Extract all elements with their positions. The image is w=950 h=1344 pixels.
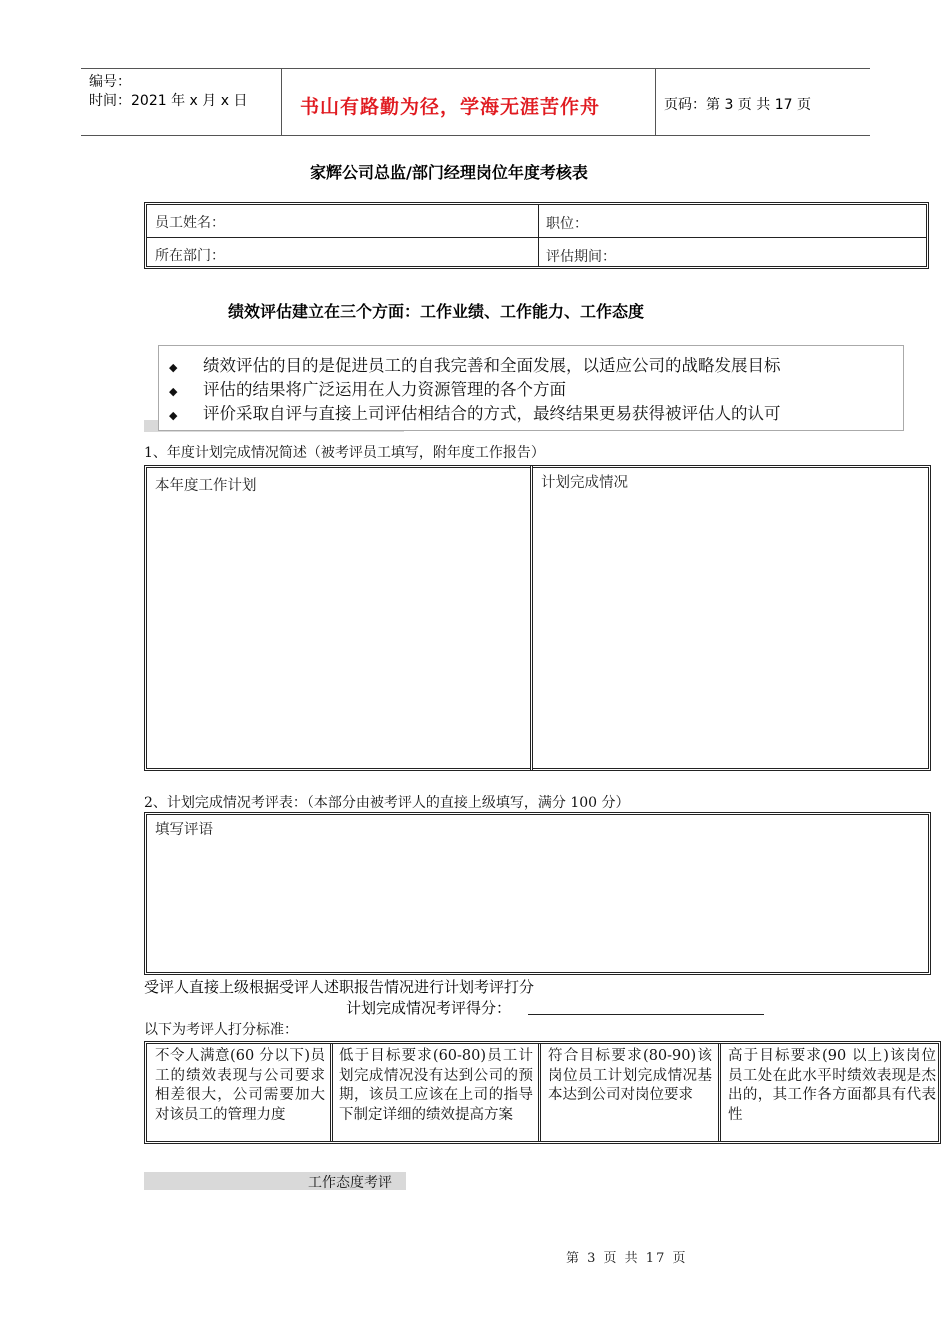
bullet-item: ◆ 评价采取自评与直接上司评估相结合的方式，最终结果更易获得被评估人的认可 <box>169 404 781 423</box>
annual-plan-box[interactable] <box>144 465 533 771</box>
department-field[interactable]: 所在部门： <box>155 248 225 264</box>
bullet-item: ◆ 评估的结果将广泛运用在人力资源管理的各个方面 <box>169 380 566 399</box>
plan-completion-box[interactable] <box>530 465 931 771</box>
header-bottom-rule <box>81 135 870 136</box>
section2-heading: 2、计划完成情况考评表：（本部分由被考评人的直接上级填写，满分 100 分） <box>144 795 630 811</box>
header-number-label: 编号： <box>89 74 131 90</box>
section1-heading: 1、年度计划完成情况简述（被考评员工填写，附年度工作报告） <box>144 445 545 461</box>
info-row-divider <box>147 237 926 238</box>
header-time-label: 时间：2021 年 x 月 x 日 <box>89 93 248 109</box>
criteria-col-divider <box>330 1044 333 1141</box>
criteria-col-divider <box>538 1044 541 1141</box>
section2-note: 受评人直接上级根据受评人述职报告情况进行计划考评打分 <box>144 978 535 996</box>
header-divider-right <box>655 68 656 136</box>
employee-name-field[interactable]: 员工姓名： <box>155 215 225 231</box>
employee-info-table <box>144 202 929 269</box>
diamond-bullet-icon: ◆ <box>169 361 178 374</box>
criteria-meets-target: 符合目标要求(80-90)该岗位员工计划完成情况基本达到公司对岗位要求 <box>548 1048 712 1103</box>
diamond-bullet-icon: ◆ <box>169 409 178 422</box>
document-title: 家辉公司总监/部门经理岗位年度考核表 <box>310 163 588 182</box>
info-col-divider <box>538 205 539 266</box>
header-top-rule <box>81 68 870 69</box>
evaluation-basis-subtitle: 绩效评估建立在三个方面：工作业绩、工作能力、工作态度 <box>228 302 645 321</box>
comment-label: 填写评语 <box>155 822 213 838</box>
plan-score-input-line[interactable] <box>528 1014 764 1015</box>
criteria-above-target: 高于目标要求(90 以上)该岗位员工处在此水平时绩效表现是杰出的，其工作各方面都具有代表性 <box>728 1048 936 1123</box>
criteria-intro: 以下为考评人打分标准： <box>144 1022 298 1038</box>
evaluation-period-field[interactable]: 评估期间： <box>546 249 616 265</box>
scoring-criteria-table <box>144 1041 941 1144</box>
criteria-col-divider <box>718 1044 721 1141</box>
header-page-code: 页码：第 3 页 共 17 页 <box>664 97 811 113</box>
criteria-unsatisfactory: 不令人满意(60 分以下)员工的绩效表现与公司要求相差很大，公司需要加大对该员工的管理力度 <box>155 1048 325 1123</box>
bullet-item: ◆ 绩效评估的目的是促进员工的自我完善和全面发展，以适应公司的战略发展目标 <box>169 356 781 375</box>
page-footer: 第 3 页 共 17 页 <box>566 1251 688 1266</box>
section-heading-attitude: 工作态度考评 <box>308 1175 392 1191</box>
position-field[interactable]: 职位： <box>546 216 588 232</box>
comment-box[interactable] <box>144 812 931 975</box>
purpose-bullet-box <box>158 345 904 431</box>
plan-score-label: 计划完成情况考评得分： <box>346 999 512 1017</box>
annual-plan-label: 本年度工作计划 <box>155 478 257 494</box>
header-motto: 书山有路勤为径，学海无涯苦作舟 <box>300 96 601 118</box>
plan-completion-label: 计划完成情况 <box>541 475 628 491</box>
header-divider-left <box>281 68 282 136</box>
criteria-below-target: 低于目标要求(60-80)员工计划完成情况没有达到公司的预期，该员工应该在上司的指导下制定详细的绩效提高方案 <box>339 1048 533 1123</box>
diamond-bullet-icon: ◆ <box>169 385 178 398</box>
